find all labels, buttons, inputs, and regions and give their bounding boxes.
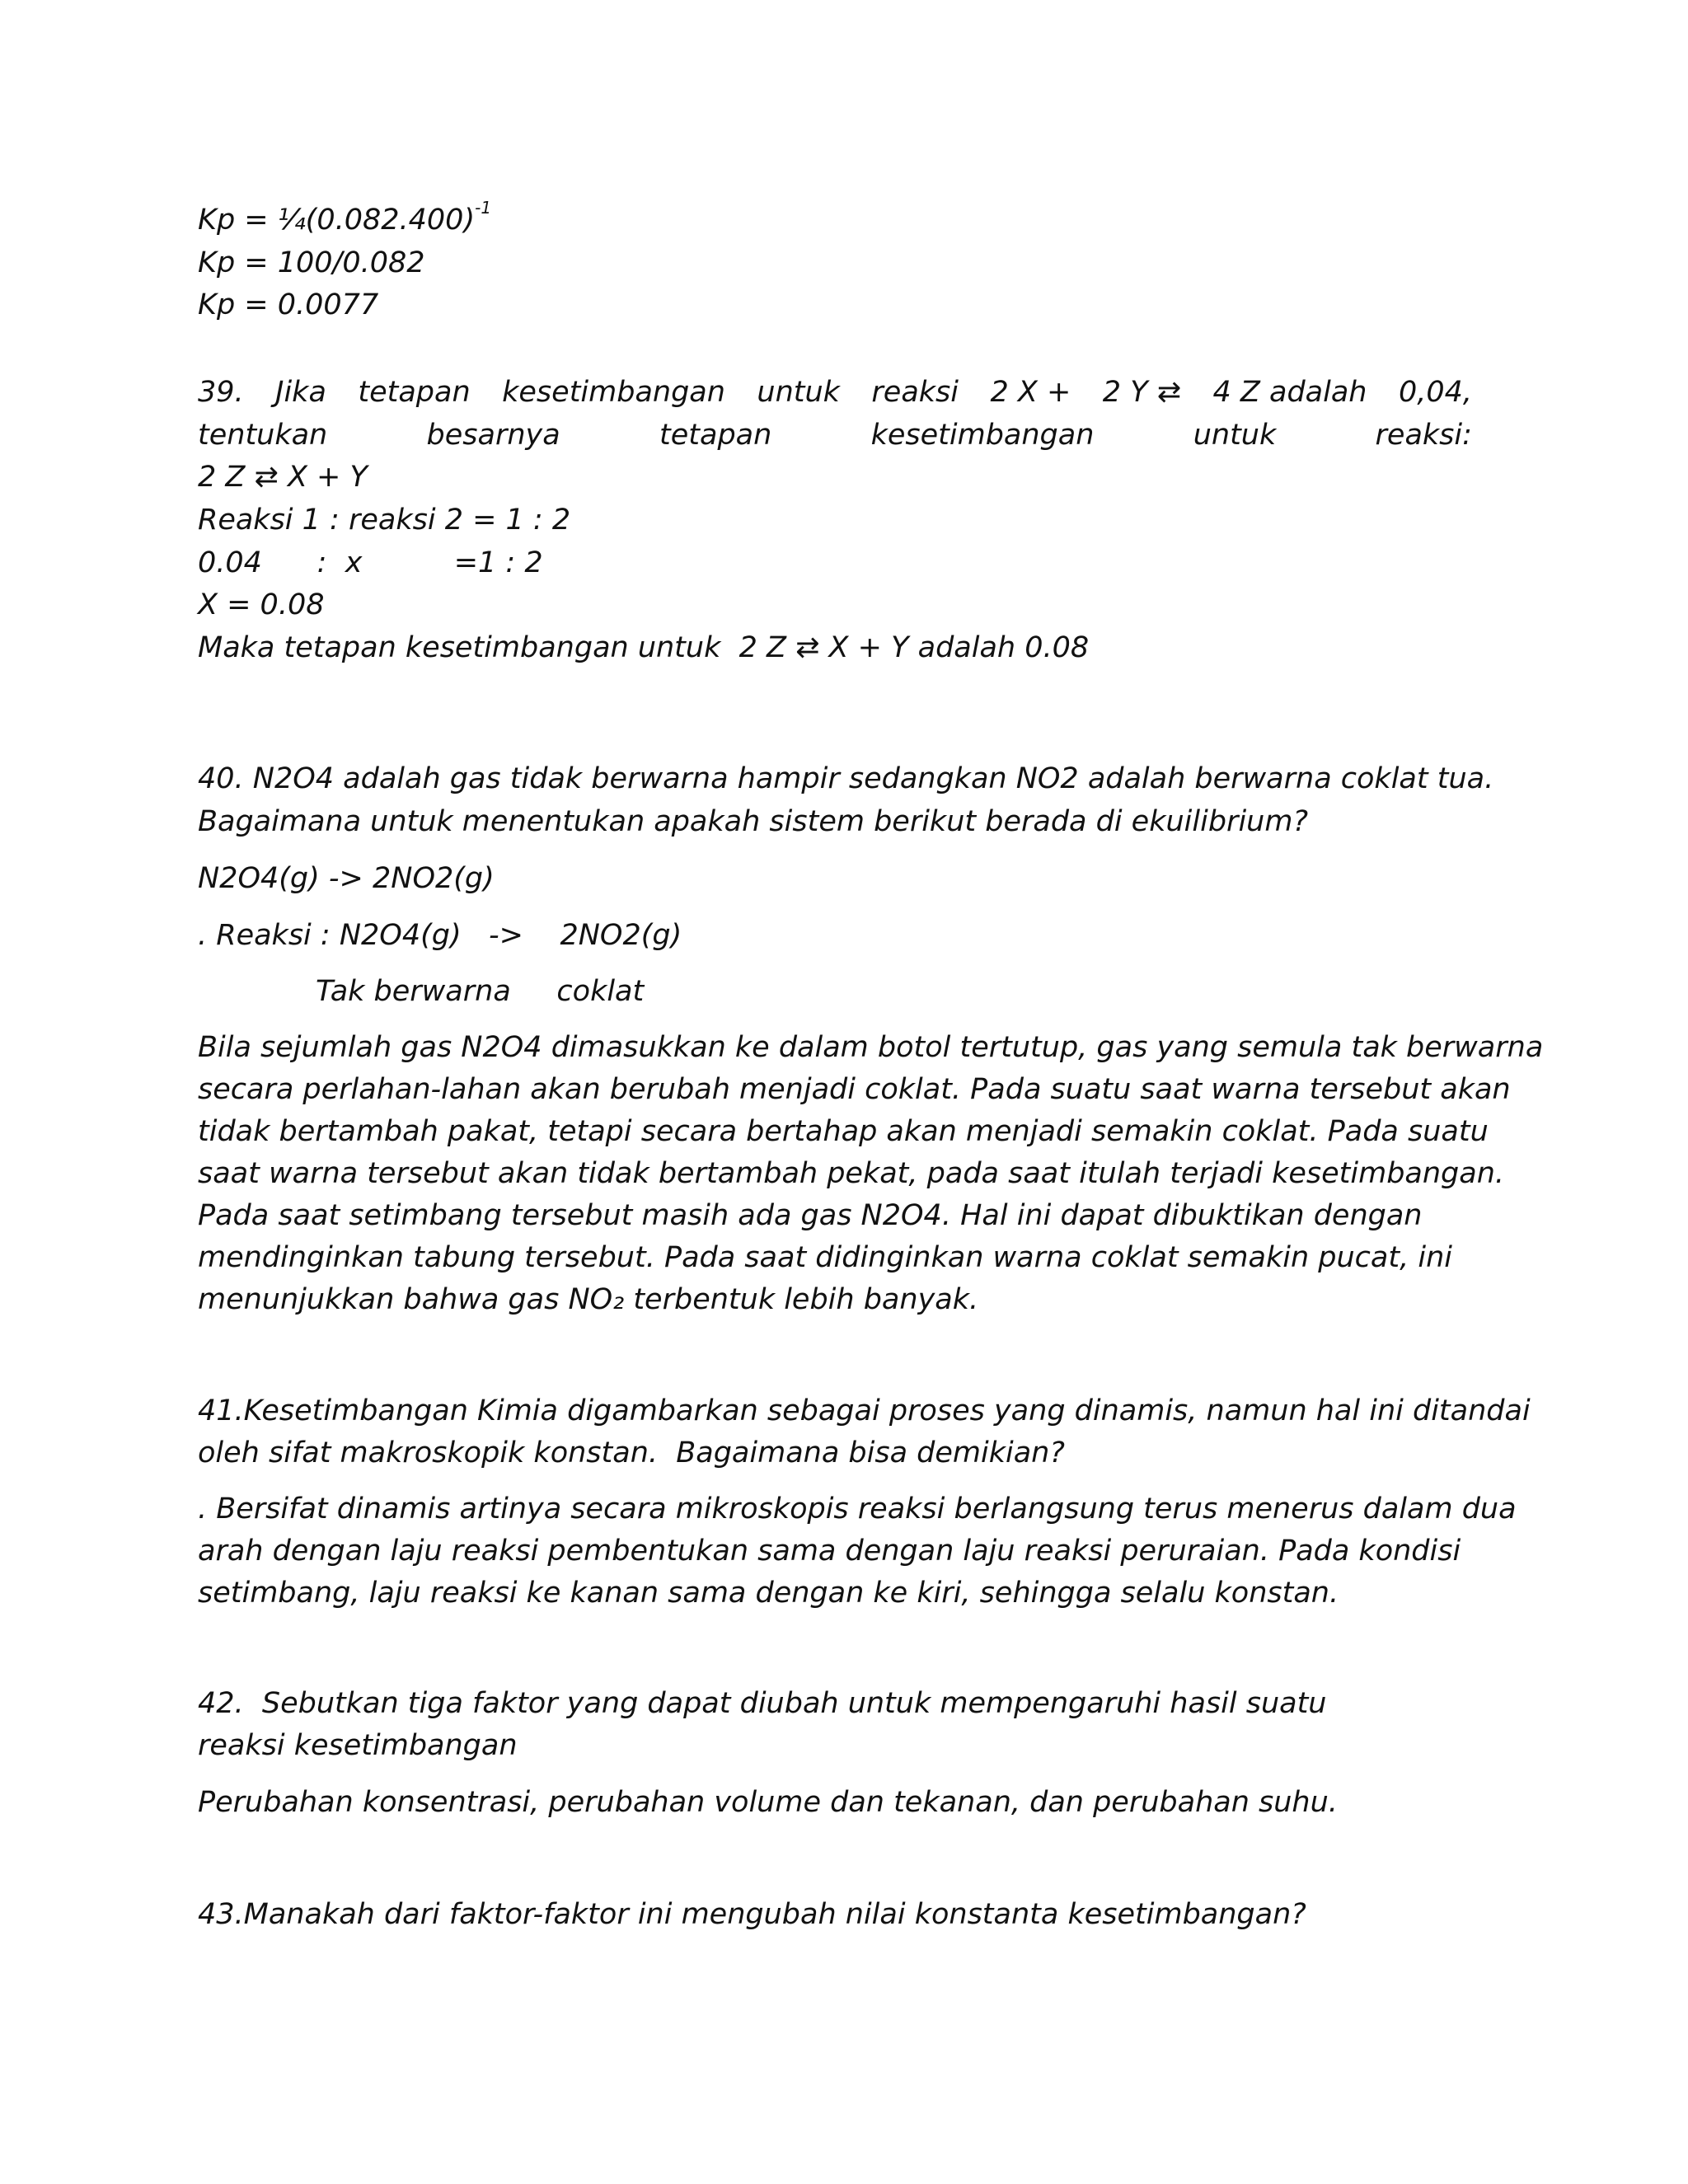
q39-line-3: 2 Z ⇄ X + Y	[198, 461, 368, 494]
q40-answer-line-1: Bila sejumlah gas N2O4 dimasukkan ke dalam botol tertutup, gas yang semula tak berwarna	[198, 1031, 1544, 1064]
q39-line-2: tentukan besarnya tetapan kesetimbangan untuk reaksi:	[198, 419, 1472, 452]
q42-question-line-1: 42. Sebutkan tiga faktor yang dapat diubah untuk mempengaruhi hasil suatu	[198, 1687, 1327, 1720]
q40-answer-line-6: mendinginkan tabung tersebut. Pada saat didinginkan warna coklat semakin pucat, ini	[198, 1241, 1452, 1274]
q41-answer-line-3: setimbang, laju reaksi ke kanan sama dengan ke kiri, sehingga selalu konstan.	[198, 1577, 1339, 1610]
q41-answer-line-2: arah dengan laju reaksi pembentukan sama dengan laju reaksi peruraian. Pada kondisi	[198, 1535, 1461, 1568]
kp-line-3: Kp = 0.0077	[198, 288, 379, 321]
q41-question-line-2: oleh sifat makroskopik konstan. Bagaimana bisa demikian?	[198, 1436, 1065, 1469]
q39-line-5: 0.04 : x =1 : 2	[198, 546, 543, 579]
q40-answer-line-7: menunjukkan bahwa gas NO₂ terbentuk lebih banyak.	[198, 1283, 979, 1316]
q40-colors: Tak berwarna coklat	[316, 975, 645, 1008]
q40-answer-line-5: Pada saat setimbang tersebut masih ada gas N2O4. Hal ini dapat dibuktikan dengan	[198, 1199, 1423, 1232]
q40-question-line-1: 40. N2O4 adalah gas tidak berwarna hampir sedangkan NO2 adalah berwarna coklat tua.	[198, 762, 1494, 795]
q42-question-line-2: reaksi kesetimbangan	[198, 1729, 518, 1762]
q40-reaction: . Reaksi : N2O4(g) -> 2NO2(g)	[198, 919, 682, 952]
q42-answer: Perubahan konsentrasi, perubahan volume dan tekanan, dan perubahan suhu.	[198, 1786, 1338, 1819]
q39-answer: Maka tetapan kesetimbangan untuk 2 Z ⇄ X + Y adalah 0.08	[198, 631, 1090, 664]
q40-answer-line-4: saat warna tersebut akan tidak bertambah pekat, pada saat itulah terjadi kesetimbangan.	[198, 1157, 1505, 1190]
q41-question-line-1: 41.Kesetimbangan Kimia digambarkan sebagai proses yang dinamis, namun hal ini ditandai	[198, 1394, 1531, 1427]
q41-answer-line-1: . Bersifat dinamis artinya secara mikroskopis reaksi berlangsung terus menerus dalam dua	[198, 1493, 1517, 1526]
q40-equation: N2O4(g) -> 2NO2(g)	[198, 862, 495, 895]
q39-line-6: X = 0.08	[198, 588, 325, 621]
q40-answer-line-2: secara perlahan-lahan akan berubah menjadi coklat. Pada suatu saat warna tersebut akan	[198, 1073, 1511, 1106]
q43-question: 43.Manakah dari faktor-faktor ini mengubah nilai konstanta kesetimbangan?	[198, 1898, 1306, 1931]
q39-line-4: Reaksi 1 : reaksi 2 = 1 : 2	[198, 504, 571, 537]
q40-question-line-2: Bagaimana untuk menentukan apakah sistem berikut berada di ekuilibrium?	[198, 805, 1309, 838]
q39-line-1: 39. Jika tetapan kesetimbangan untuk reaksi 2 X + 2 Y ⇄ 4 Z adalah 0,04,	[198, 376, 1472, 409]
kp-line-2: Kp = 100/0.082	[198, 246, 425, 279]
kp-line-1: $Kp = \frac{1}{4}(0.082.400)^{-1}$	[198, 198, 492, 237]
q40-answer-line-3: tidak bertambah pakat, tetapi secara bertahap akan menjadi semakin coklat. Pada suatu	[198, 1115, 1489, 1148]
